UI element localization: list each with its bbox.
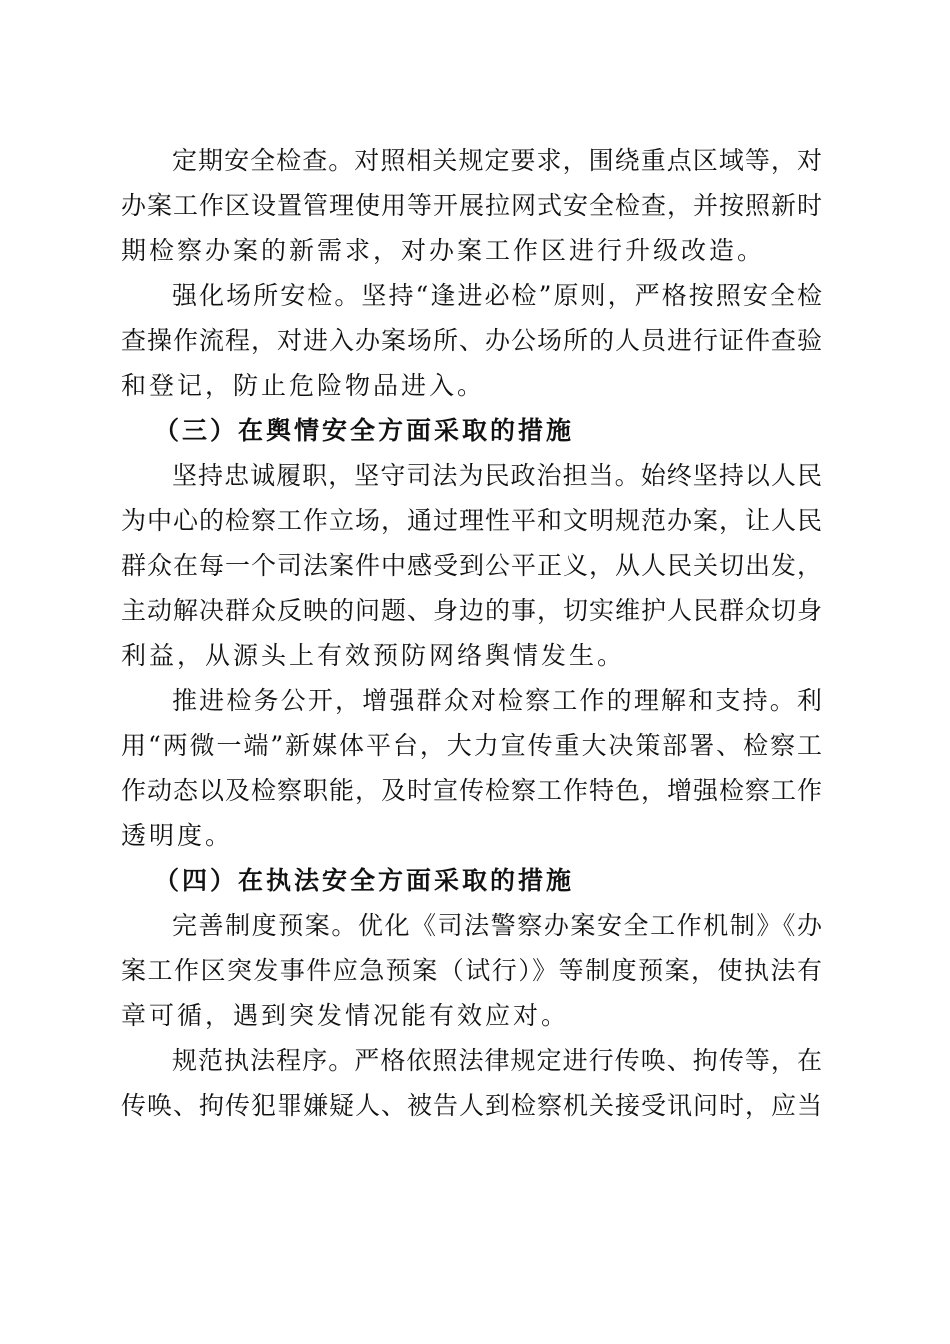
paragraph-line [0,906,950,946]
paragraph-line [0,456,950,496]
paragraph-text: 为中心的检察工作立场，通过理性平和文明规范办案，让人民 [121,506,824,535]
paragraph-line [0,231,950,271]
paragraph-line [0,1086,950,1126]
paragraph-line [0,141,950,181]
section-heading-text: （三）在舆情安全方面采取的措施 [154,416,575,445]
paragraph-text: 查操作流程，对进入办案场所、办公场所的人员进行证件查验 [121,326,824,355]
paragraph-line [0,1041,950,1081]
paragraph-text: 主动解决群众反映的问题、身边的事，切实维护人民群众切身 [121,596,824,625]
section-heading-text: （四）在执法安全方面采取的措施 [154,866,575,895]
paragraph-line [0,681,950,721]
paragraph-line [0,546,950,586]
paragraph-line [0,276,950,316]
paragraph-text: 透明度。 [121,821,234,850]
paragraph-text: 规范执法程序。严格依照法律规定进行传唤、拘传等，在 [172,1046,824,1075]
paragraph-text: 办案工作区设置管理使用等开展拉网式安全检查，并按照新时 [121,191,824,220]
paragraph-text: 案工作区突发事件应急预案（试行）》等制度预案，使执法有 [121,956,824,985]
paragraph-text: 传唤、拘传犯罪嫌疑人、被告人到检察机关接受讯问时，应当 [121,1091,824,1120]
paragraph-line [0,591,950,631]
paragraph-text: 和登记，防止危险物品进入。 [121,371,486,400]
paragraph-text: 章可循，遇到突发情况能有效应对。 [121,1001,570,1030]
paragraph-text: 用“两微一端”新媒体平台，大力宣传重大决策部署、检察工 [121,731,824,760]
paragraph-line [0,186,950,226]
paragraph-line [0,996,950,1036]
paragraph-text: 群众在每一个司法案件中感受到公平正义，从人民关切出发， [121,551,824,580]
paragraph-line [0,726,950,766]
paragraph-line [0,366,950,406]
paragraph-line [0,771,950,811]
paragraph-text: 推进检务公开，增强群众对检察工作的理解和支持。利 [172,686,825,715]
paragraph-line [0,636,950,676]
paragraph-text: 作动态以及检察职能，及时宣传检察工作特色，增强检察工作 [121,776,824,805]
paragraph-line [0,816,950,856]
section-heading [0,411,950,451]
paragraph-text: 完善制度预案。优化《司法警察办案安全工作机制》《办 [172,911,824,940]
paragraph-line [0,321,950,361]
paragraph-text: 坚持忠诚履职，坚守司法为民政治担当。始终坚持以人民 [172,461,824,490]
paragraph-text: 期检察办案的新需求，对办案工作区进行升级改造。 [121,236,766,265]
paragraph-text: 定期安全检查。对照相关规定要求，围绕重点区域等，对 [172,146,824,175]
paragraph-text: 强化场所安检。坚持“逢进必检”原则，严格按照安全检 [172,281,825,310]
paragraph-text: 利益，从源头上有效预防网络舆情发生。 [121,641,626,670]
section-heading [0,861,950,901]
paragraph-line [0,501,950,541]
paragraph-line [0,951,950,991]
